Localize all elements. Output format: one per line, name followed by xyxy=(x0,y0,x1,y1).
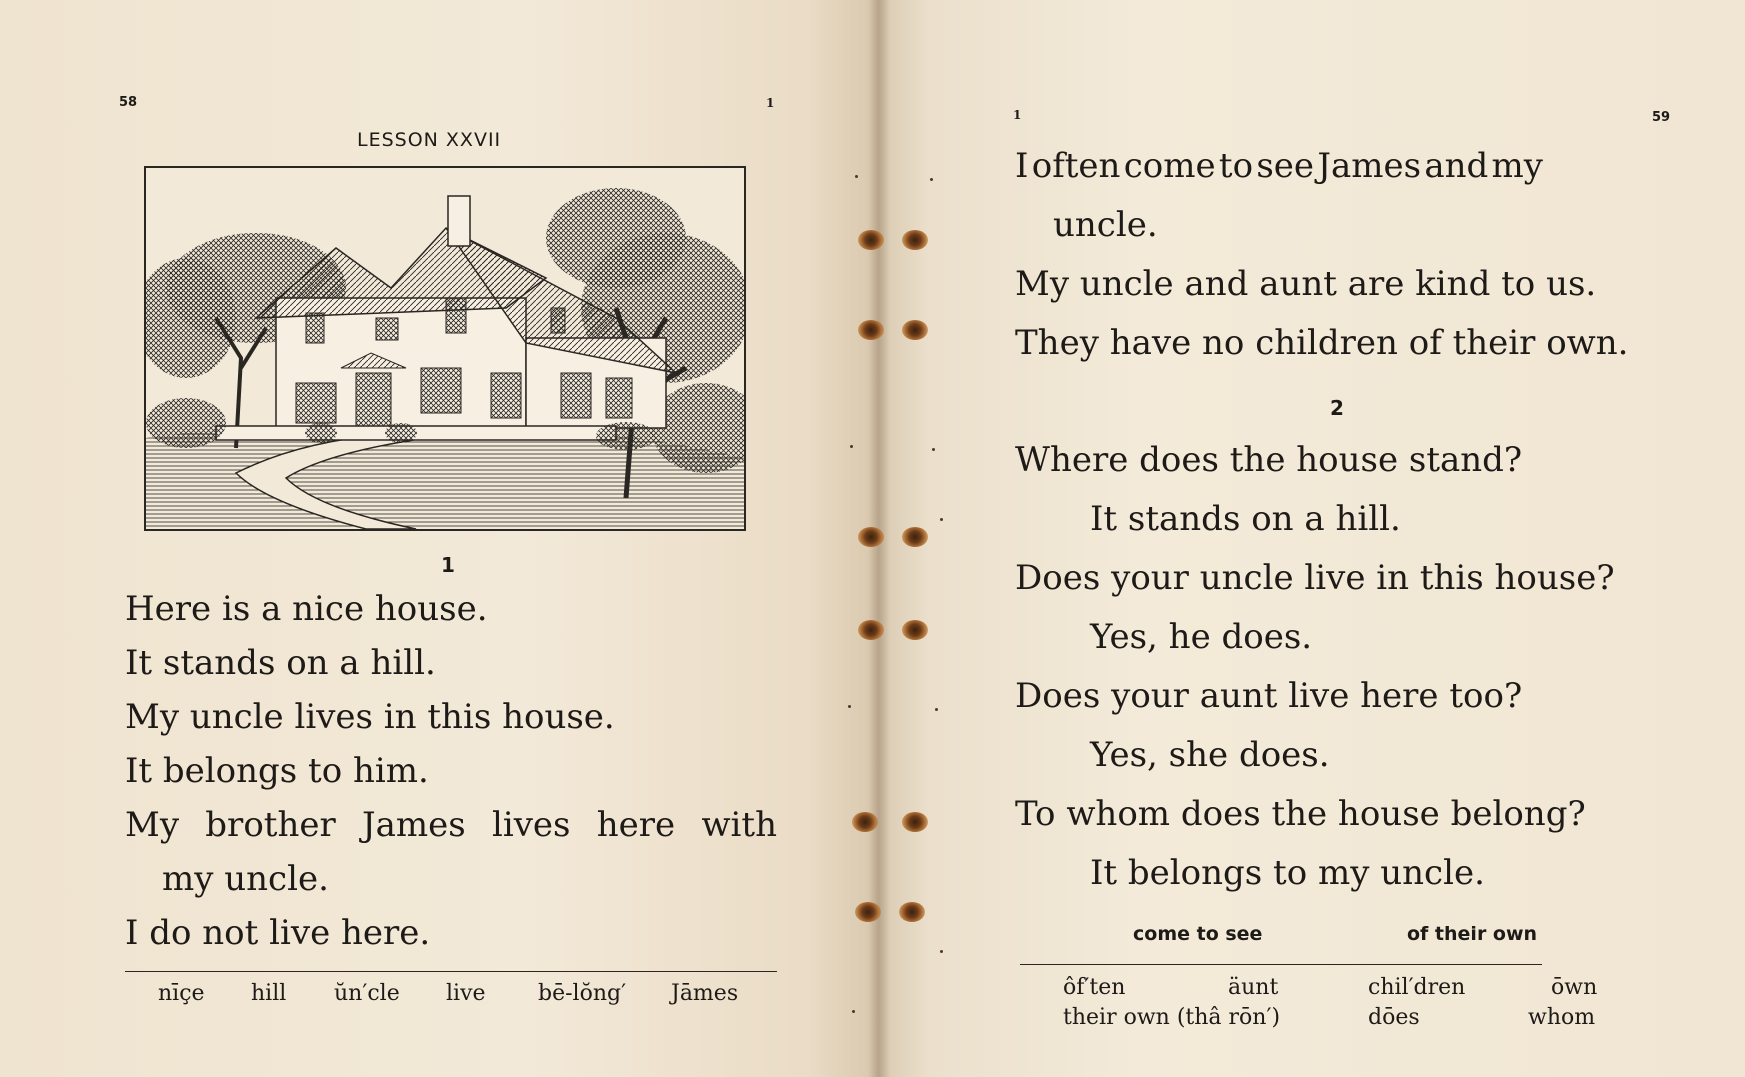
speck xyxy=(850,445,853,448)
speck xyxy=(940,518,943,521)
word: here xyxy=(596,805,676,845)
vocab-word: live xyxy=(446,981,486,1006)
text-line: My uncle lives in this house. xyxy=(125,697,615,737)
vocab-word: chil′dren xyxy=(1368,975,1466,1000)
binding-hole xyxy=(902,527,928,547)
text-line: Does your uncle live in this house? xyxy=(1015,558,1615,598)
word: with xyxy=(701,805,777,845)
vocab-word: nīçe xyxy=(158,981,205,1006)
text-line-justified xyxy=(125,805,777,845)
speck xyxy=(932,448,935,451)
word: see xyxy=(1256,146,1315,186)
binding-hole xyxy=(902,812,928,832)
text-line: It belongs to him. xyxy=(125,751,429,791)
house-drawing xyxy=(146,168,744,529)
vocab-word: ôf′ten xyxy=(1063,975,1126,1000)
word: to xyxy=(1218,146,1254,186)
binding-hole xyxy=(855,902,881,922)
binding-hole xyxy=(899,902,925,922)
vocab-word: dōes xyxy=(1368,1005,1420,1030)
word: I xyxy=(1015,146,1029,186)
text-line: It belongs to my uncle. xyxy=(1090,853,1485,893)
vocab-word: ŭn′cle xyxy=(334,981,400,1006)
text-line: uncle. xyxy=(1053,205,1158,245)
binding-hole xyxy=(902,230,928,250)
text-line: Yes, she does. xyxy=(1090,735,1330,775)
word: James xyxy=(361,805,466,845)
speck xyxy=(855,175,858,178)
vocab-word: bē-lŏng′ xyxy=(538,981,627,1006)
text-line: Here is a nice house. xyxy=(125,589,488,629)
text-line: Yes, he does. xyxy=(1090,617,1313,657)
binding-hole xyxy=(858,620,884,640)
text-line: It stands on a hill. xyxy=(125,643,436,683)
word: often xyxy=(1031,146,1121,186)
word: My xyxy=(125,805,180,845)
study-phrase: come to see xyxy=(1133,923,1263,945)
speck xyxy=(935,708,938,711)
study-phrase: of their own xyxy=(1407,923,1538,945)
section-number: 1 xyxy=(441,553,455,577)
word: come xyxy=(1123,146,1216,186)
word: lives xyxy=(491,805,571,845)
vocab-word: äunt xyxy=(1228,975,1279,1000)
binding-hole xyxy=(858,320,884,340)
text-line: They have no children of their own. xyxy=(1015,323,1629,363)
lesson-title: LESSON XXVII xyxy=(357,129,502,151)
vocab-word: Jāmes xyxy=(671,981,739,1006)
binding-hole xyxy=(858,230,884,250)
vocab-word: whom xyxy=(1528,1005,1596,1030)
text-line: My uncle and aunt are kind to us. xyxy=(1015,264,1597,304)
binding-hole xyxy=(852,812,878,832)
vocab-word: ōwn xyxy=(1551,975,1598,1000)
text-line: To whom does the house belong? xyxy=(1015,794,1586,834)
text-line: It stands on a hill. xyxy=(1090,499,1401,539)
section-number: 2 xyxy=(1330,396,1344,420)
word: James xyxy=(1317,146,1422,186)
binding-hole xyxy=(902,620,928,640)
text-line: Does your aunt live here too? xyxy=(1015,676,1523,716)
divider-rule xyxy=(1020,964,1542,965)
word: and xyxy=(1424,146,1489,186)
house-on-hill-illustration xyxy=(144,166,746,531)
text-line: I do not live here. xyxy=(125,913,431,953)
word: my xyxy=(1491,146,1543,186)
speck xyxy=(940,950,943,953)
divider-rule xyxy=(125,971,777,972)
text-line-justified xyxy=(1015,146,1543,186)
binding-hole xyxy=(858,527,884,547)
page-number: 59 xyxy=(1652,110,1671,125)
text-line: Where does the house stand? xyxy=(1015,440,1523,480)
speck xyxy=(930,178,933,181)
word: brother xyxy=(205,805,336,845)
page-number: 58 xyxy=(119,95,138,110)
binding-hole xyxy=(902,320,928,340)
speck xyxy=(848,705,851,708)
right-page xyxy=(878,0,1745,1077)
corner-mark: 1 xyxy=(766,96,775,110)
vocab-word: their own (thâ rōn′) xyxy=(1063,1005,1281,1030)
speck xyxy=(852,1010,855,1013)
vocab-word: hill xyxy=(251,981,287,1006)
text-line: my uncle. xyxy=(162,859,329,899)
corner-mark: 1 xyxy=(1013,108,1022,122)
